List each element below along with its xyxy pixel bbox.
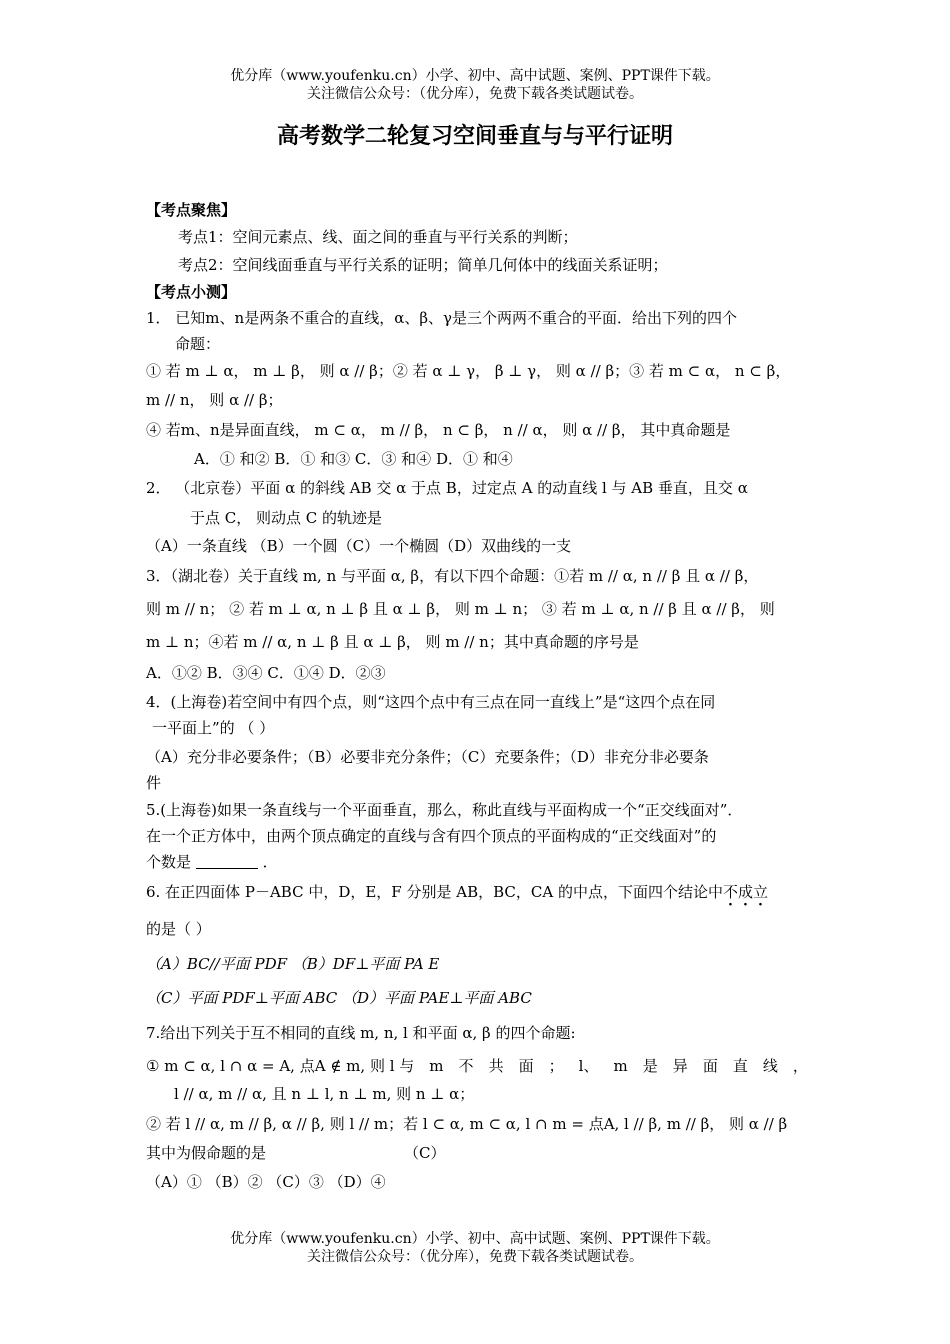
q1-options: A．① 和② B．① 和③ C．③ 和④ D．① 和④ <box>194 450 513 468</box>
q7-prop-line-2: l // α, m // α, 且 n ⊥ l, n ⊥ m, 则 n ⊥ α； <box>174 1085 475 1103</box>
q7-word: m <box>429 1057 444 1075</box>
q7-prop-line-3: ② 若 l // α, m // β, α // β, 则 l // m；若 l ⊂ α, m ⊂ α, l ∩ m = 点A, l // β, m // β， 则 α // β <box>146 1115 788 1133</box>
q1-prop-line-2: m // n， 则 α // β； <box>146 391 283 409</box>
q7-word: 不 <box>458 1057 474 1075</box>
q7-word: ； <box>548 1057 564 1075</box>
q1-prop-line-1: ① 若 m ⊥ α， m ⊥ β， 则 α // β；② 若 α ⊥ γ， β ⊥ γ， 则 α // β；③ 若 m ⊂ α， n ⊂ β， <box>146 362 791 380</box>
q7-question-line <box>146 1143 266 1163</box>
q4-stem-line-1: 4．(上海卷)若空间中有四个点，则“这四个点中有三点在同一直线上”是“这四个点在同 <box>146 693 716 711</box>
q1-prop-line-3: ④ 若m、n是异面直线， m ⊂ α， m // β， n ⊂ β， n // α， 则 α // β， 其中真命题是 <box>146 421 731 439</box>
page-header <box>0 67 950 103</box>
q2-options: （A）一条直线 （B）一个圆（C）一个椭圆（D）双曲线的一支 <box>146 537 572 555</box>
q7-question-text: 其中为假命题的是 <box>146 1144 267 1162</box>
q6-options-line-2: （C）平面 PDF⊥平面 ABC （D）平面 PAE⊥平面 ABC <box>146 989 532 1007</box>
emphasis-char: 立 <box>753 883 769 901</box>
q7-word: 直 <box>732 1057 748 1075</box>
page-title: 高考数学二轮复习空间垂直与与平行证明 <box>276 124 673 149</box>
q4-options-line-2: 件 <box>146 774 162 792</box>
quiz-heading: 【考点小测】 <box>146 283 237 301</box>
q7-word: 面 <box>702 1057 718 1075</box>
focus-point-1: 考点1：空间元素点、线、面之间的垂直与平行关系的判断； <box>178 228 578 246</box>
q3-stem-line-3: m ⊥ n；④若 m // α, n ⊥ β 且 α ⊥ β， 则 m // n；其中真命题的序号是 <box>146 633 639 651</box>
q7-word: m <box>613 1057 628 1075</box>
emphasis-char: 不 <box>722 883 738 901</box>
q1-stem-line-1: 1． 已知m、n是两条不重合的直线，α、β、γ是三个两两不重合的平面．给出下列的四个 <box>146 309 737 327</box>
focus-heading: 【考点聚焦】 <box>146 201 237 219</box>
q7-prop-1-start: ① m ⊂ α, l ∩ α = A, 点A ∉ m, 则 l 与 <box>146 1057 415 1075</box>
q7-options: （A）① （B）② （C）③ （D）④ <box>146 1173 386 1191</box>
q5-stem-line-2: 在一个正方体中，由两个顶点确定的直线与含有四个顶点的平面构成的“正交线面对”的 <box>146 827 717 845</box>
q6-stem-line-2: 的是（ ） <box>146 920 211 938</box>
q7-word: l、 <box>578 1057 599 1075</box>
header-line-2: 关注微信公众号：（优分库），免费下载各类试题试卷。 <box>307 86 643 102</box>
q7-word: 是 <box>642 1057 658 1075</box>
answer-blank <box>196 854 258 869</box>
q7-word: 线 <box>762 1057 778 1075</box>
q7-prop-line-1 <box>146 1056 808 1076</box>
q5-text-before: 个数是 <box>146 853 192 871</box>
q3-options: A．①② B．③④ C．①④ D．②③ <box>146 664 386 682</box>
q3-stem-line-1: 3．（湖北卷）关于直线 m, n 与平面 α, β，有以下四个命题：①若 m // α, n // β 且 α // β， <box>146 567 759 585</box>
q6-emphasis <box>723 883 768 901</box>
q1-stem-line-2: 命题： <box>175 335 221 353</box>
q5-text-after: ． <box>262 853 278 871</box>
q7-word: 面 <box>518 1057 534 1075</box>
q6-stem-text: 6. 在正四面体 P－ABC 中，D，E，F 分别是 AB，BC，CA 的中点，下面四个结论中 <box>146 883 723 901</box>
page-footer <box>0 1230 950 1266</box>
focus-point-2: 考点2：空间线面垂直与平行关系的证明；简单几何体中的线面关系证明； <box>178 256 668 274</box>
q7-word: ， <box>792 1057 808 1075</box>
q7-word: 共 <box>488 1057 504 1075</box>
q5-stem-line-1: 5.(上海卷)如果一条直线与一个平面垂直，那么，称此直线与平面构成一个“正交线面对”． <box>146 801 743 819</box>
q4-stem-line-2: 一平面上”的 （ ） <box>152 719 275 737</box>
footer-line-1: 优分库（www.youfenku.cn）小学、初中、高中试题、案例、PPT课件下载。 <box>230 1231 720 1247</box>
q2-stem-line-2: 于点 C， 则动点 C 的轨迹是 <box>190 509 383 527</box>
q6-stem-line-1 <box>146 882 768 902</box>
emphasis-char: 成 <box>737 883 753 901</box>
q7-answer: （C） <box>404 1144 446 1162</box>
footer-line-2: 关注微信公众号：（优分库），免费下载各类试题试卷。 <box>307 1249 643 1265</box>
q4-options-line-1: （A）充分非必要条件；（B）必要非充分条件；（C）充要条件；（D）非充分非必要条 <box>146 748 709 766</box>
q7-stem: 7.给出下列关于互不相同的直线 m, n, l 和平面 α, β 的四个命题: <box>146 1024 576 1042</box>
q2-stem-line-1: 2． （北京卷）平面 α 的斜线 AB 交 α 于点 B，过定点 A 的动直线 l 与 AB 垂直，且交 α <box>146 479 748 497</box>
q7-word: 异 <box>672 1057 688 1075</box>
q5-stem-line-3 <box>146 852 278 872</box>
q3-stem-line-2: 则 m // n； ② 若 m ⊥ α, n ⊥ β 且 α ⊥ β， 则 m ⊥ n； ③ 若 m ⊥ α, n // β 且 α // β， 则 <box>146 600 775 618</box>
header-line-1: 优分库（www.youfenku.cn）小学、初中、高中试题、案例、PPT课件下载。 <box>230 68 720 84</box>
q6-options-line-1: （A）BC//平面 PDF （B）DF⊥平面 PA E <box>146 955 440 973</box>
